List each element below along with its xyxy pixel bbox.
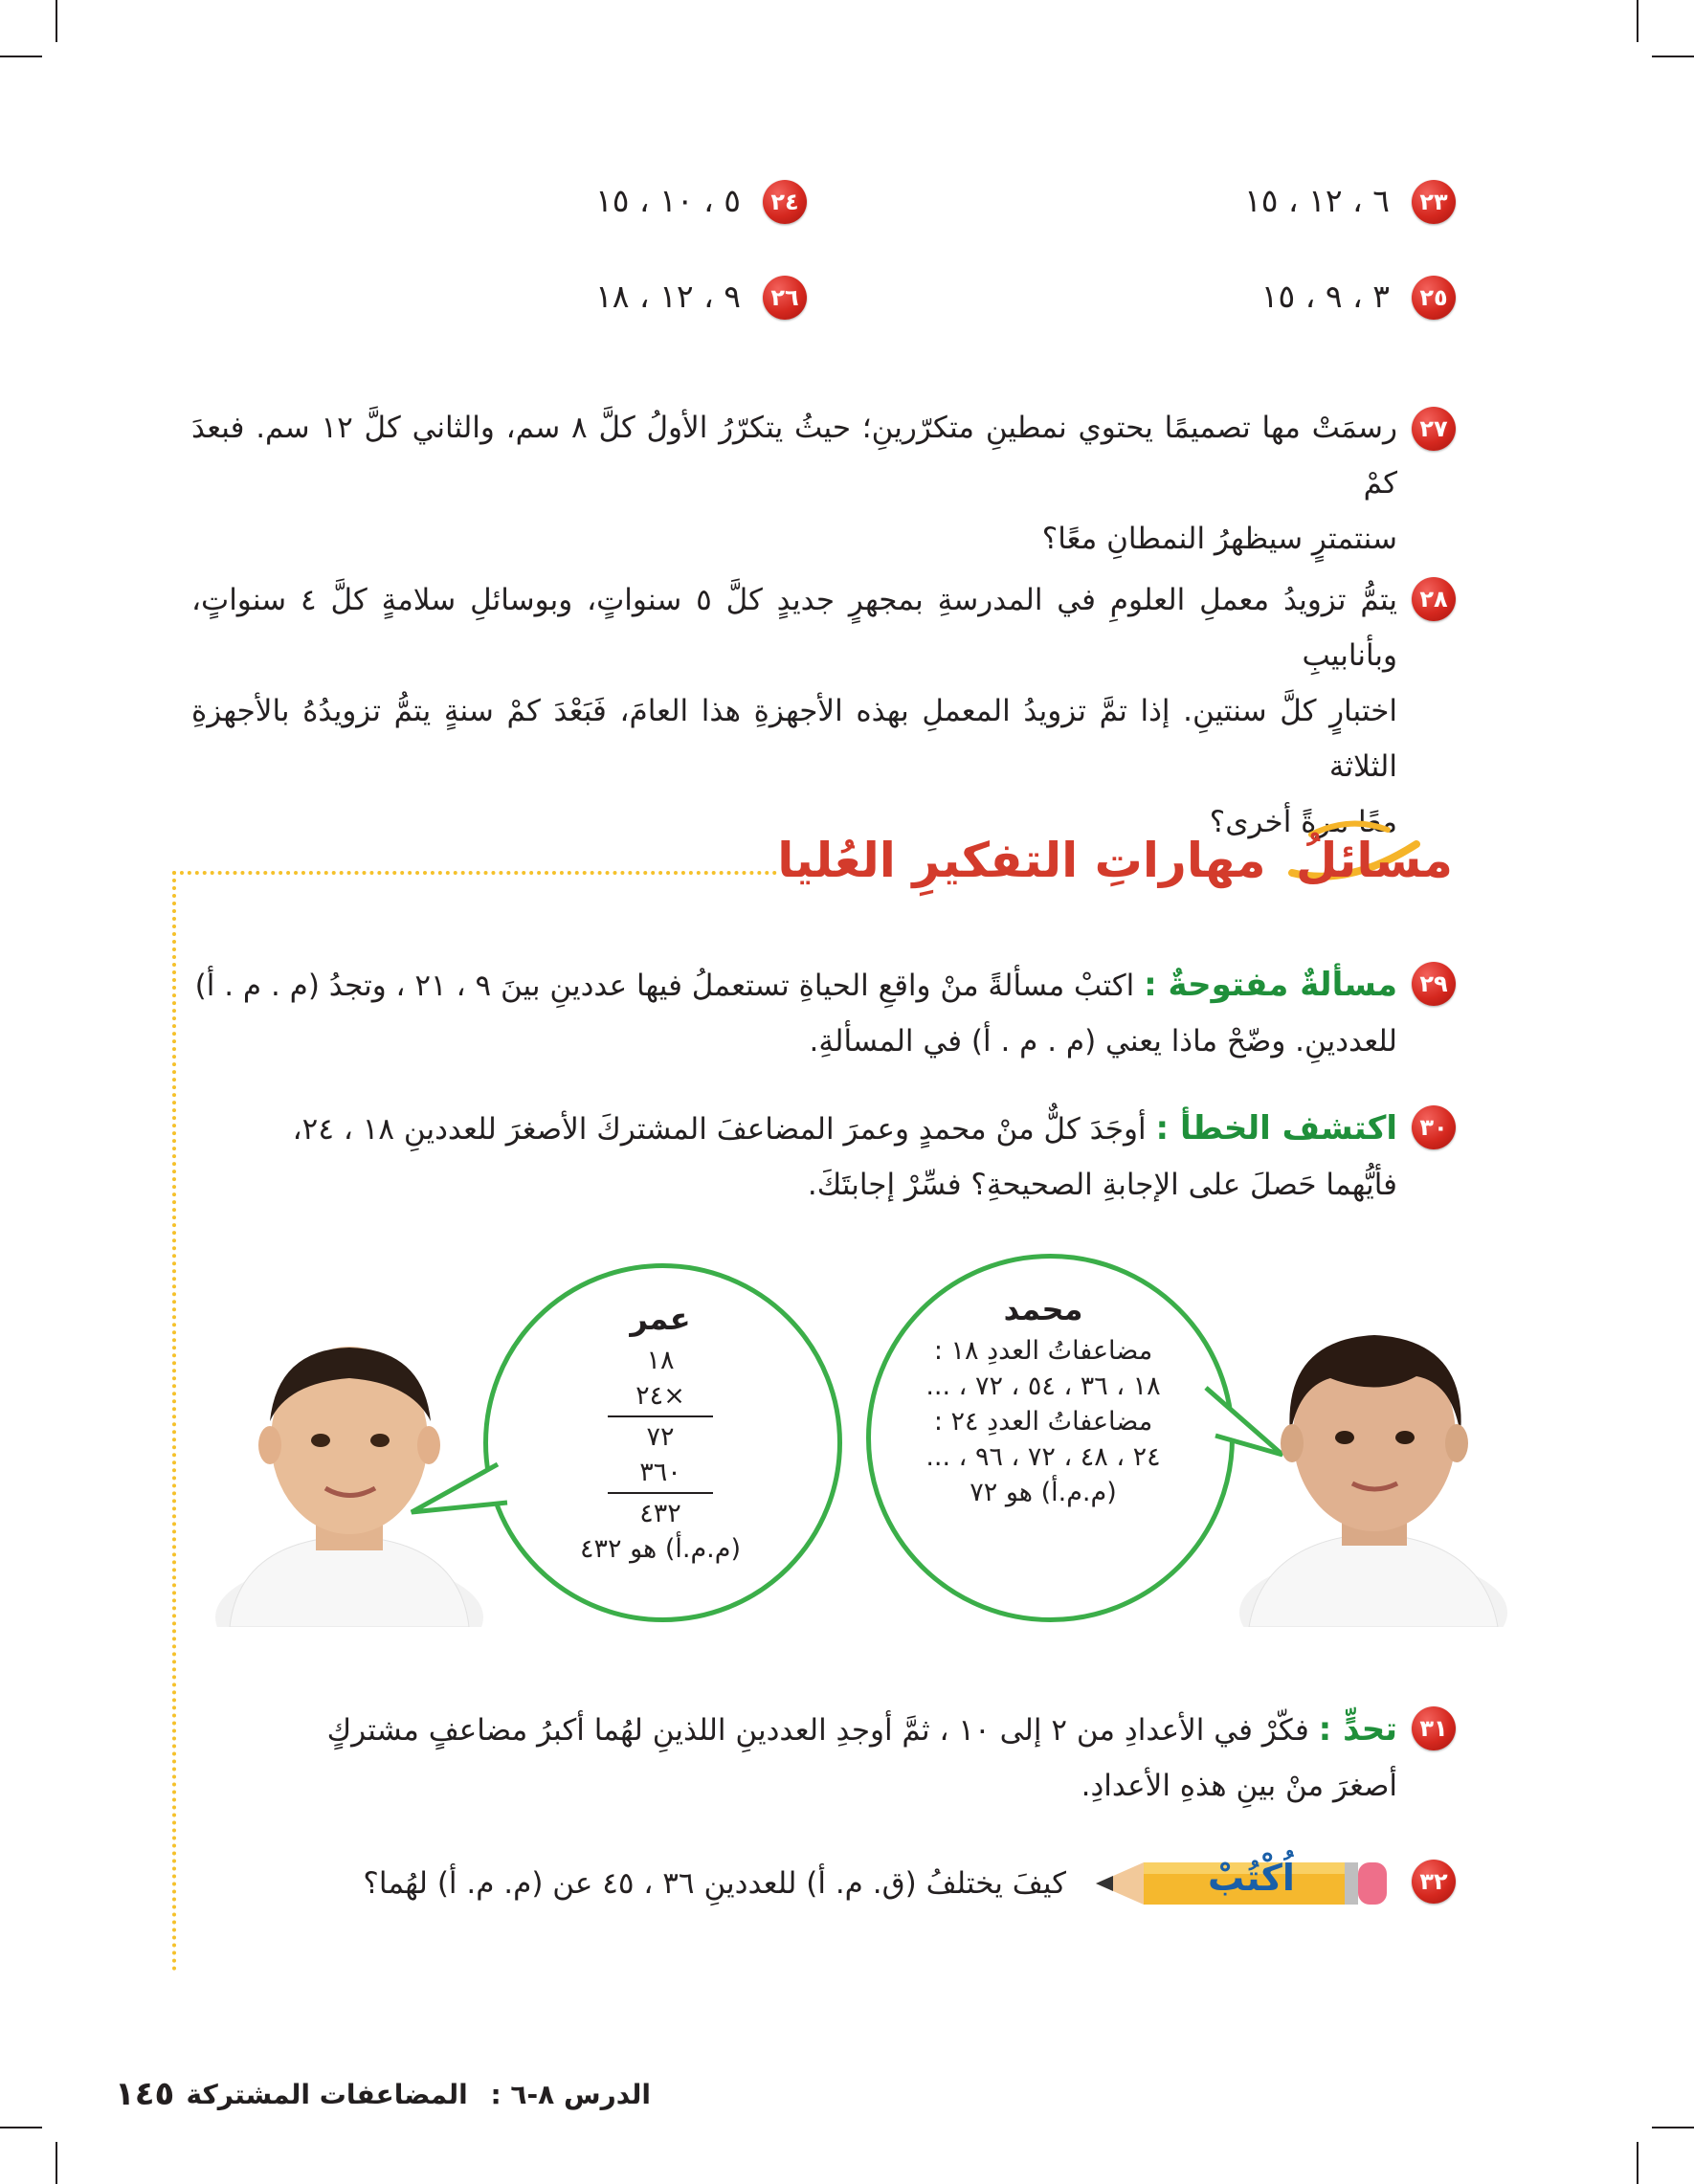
footer-lesson-number: الدرس ٨-٦ : <box>490 2079 651 2110</box>
exercise-28-line: معًا مرةً أخرى؟ <box>1209 805 1397 839</box>
exercise-30-text <box>191 1101 1397 1213</box>
exercise-26-text: ٩ ، ١٢ ، ١٨ <box>595 278 741 315</box>
exercise-31-text <box>258 1702 1397 1814</box>
exercise-number-badge: ٣١ <box>1412 1706 1456 1750</box>
exercise-30-line <box>191 1101 1397 1157</box>
crop-mark <box>0 56 42 57</box>
lesson-footer <box>187 2079 651 2110</box>
exercise-28-text <box>191 572 1397 850</box>
mohammed-line: ١٨ ، ٣٦ ، ٥٤ ، ٧٢ ، ... <box>925 1371 1161 1401</box>
crop-mark <box>1652 2127 1694 2128</box>
exercise-31-line1: فكّرْ في الأعدادِ من ٢ إلى ١٠ ، ثمَّ أوجدِ العددينِ اللذينِ لهُما أكبرُ مضاعفٍ مشتركٍ <box>326 1713 1309 1748</box>
crop-mark <box>56 2142 57 2184</box>
exercise-28-line: اختبارٍ كلَّ سنتينِ. إذا تمَّ تزويدُ المعملِ بهذه الأجهزةِ هذا العامَ، فَبَعْدَ كمْ سنةٍ يتمُّ تزويدُهُ بالأجهزةِ الثلاثة <box>191 694 1397 784</box>
exercise-30-line2: فأيُّهما حَصلَ على الإجابةِ الصحيحةِ؟ فسِّرْ إجابتَكَ. <box>807 1168 1397 1202</box>
mohammed-line: مضاعفاتُ العددِ ١٨ : <box>933 1336 1153 1366</box>
exercise-27-line: سنتمترٍ سيظهرُ النمطانِ معًا؟ <box>1041 522 1397 556</box>
omar-line: ١٨ <box>646 1346 675 1375</box>
exercise-number-badge: ٢٤ <box>763 180 807 224</box>
exercise-number-badge: ٢٨ <box>1412 577 1456 621</box>
exercise-29-line1: اكتبْ مسألةً منْ واقعِ الحياةِ تستعملُ فيها عددينِ بينَ ٩ ، ٢١ ، وتجدُ (م . م . أ) <box>194 969 1135 1003</box>
omar-line: ×٢٤ <box>635 1381 685 1411</box>
mohammed-line: (م.م.أ) هو ٧٢ <box>970 1478 1117 1507</box>
exercise-29-line <box>191 957 1397 1014</box>
omar-line: (م.م.أ) هو ٤٣٢ <box>579 1534 742 1564</box>
write-tag-label: اُكْتُبْ <box>1208 1857 1295 1899</box>
crop-mark <box>1652 56 1694 57</box>
dotted-top-border <box>172 871 777 875</box>
exercise-30-title: اكتشف الخطأ : <box>1155 1109 1397 1148</box>
exercise-25-text: ٣ ، ٩ ، ١٥ <box>1260 278 1390 315</box>
mohammed-name: محمد <box>1003 1291 1083 1327</box>
omar-divider <box>608 1492 713 1494</box>
crop-mark <box>0 2127 42 2128</box>
omar-divider <box>608 1415 713 1417</box>
mohammed-line: ٢٤ ، ٤٨ ، ٧٢ ، ٩٦ ، ... <box>925 1442 1161 1472</box>
exercise-number-badge: ٢٥ <box>1412 276 1456 320</box>
footer-lesson-title: المضاعفات المشتركة <box>186 2079 468 2110</box>
exercise-number-badge: ٣٢ <box>1412 1860 1456 1904</box>
exercise-31-line2: أصغرَ منْ بينِ هذهِ الأعدادِ. <box>1081 1769 1397 1803</box>
exercise-28-line: يتمُّ تزويدُ معملِ العلومِ في المدرسةِ بمجهرٍ جديدٍ كلَّ ٥ سنواتٍ، وبوسائلِ سلامةٍ كلَّ ٤ سنواتٍ، وبأنابيبِ <box>191 583 1397 673</box>
mohammed-photo <box>1235 1321 1512 1627</box>
section-heading-word1: مسائلُ <box>1295 833 1453 888</box>
exercise-31-title: تحدٍّ : <box>1318 1710 1397 1749</box>
omar-photo <box>211 1330 488 1627</box>
page-number: ١٤٥ <box>115 2075 175 2113</box>
section-heading <box>777 833 1453 888</box>
exercise-number-badge: ٢٩ <box>1412 962 1456 1006</box>
exercise-number-badge: ٢٦ <box>763 276 807 320</box>
exercise-32-text: كيفَ يختلفُ (ق. م. أ) للعددينِ ٣٦ ، ٤٥ عن (م. م. أ) لهُما؟ <box>363 1866 1066 1901</box>
omar-work <box>536 1302 785 1567</box>
exercise-29-line2: للعددينِ. وضّحْ ماذا يعني (م . م . أ) في المسألةِ. <box>809 1024 1397 1059</box>
omar-line: ٣٦٠ <box>639 1458 681 1487</box>
omar-line: ٧٢ <box>646 1422 675 1452</box>
exercise-29-title: مسألةٌ مفتوحةٌ : <box>1144 966 1397 1004</box>
exercise-number-badge: ٢٧ <box>1412 407 1456 451</box>
exercise-30-line1: أوجَدَ كلٌّ منْ محمدٍ وعمرَ المضاعفَ المشتركَ الأصغرَ للعددينِ ١٨ ، ٢٤، <box>292 1112 1147 1147</box>
exercise-23-text: ٦ ، ١٢ ، ١٥ <box>1244 182 1390 219</box>
exercise-number-badge: ٣٠ <box>1412 1105 1456 1149</box>
dotted-left-border <box>172 871 176 1972</box>
exercise-27-text <box>191 400 1397 567</box>
omar-name: عمر <box>630 1301 691 1337</box>
section-heading-word2: مهاراتِ التفكيرِ العُليا <box>777 833 1266 888</box>
mohammed-line: مضاعفاتُ العددِ ٢٤ : <box>933 1407 1153 1437</box>
crop-mark <box>56 0 57 42</box>
exercise-31-line <box>258 1702 1397 1758</box>
exercise-24-text: ٥ ، ١٠ ، ١٥ <box>595 182 741 219</box>
omar-line: ٤٣٢ <box>639 1499 681 1528</box>
exercise-29-text <box>191 957 1397 1069</box>
exercise-number-badge: ٢٣ <box>1412 180 1456 224</box>
mohammed-work <box>895 1292 1192 1510</box>
crop-mark <box>1637 0 1638 42</box>
crop-mark <box>1637 2142 1638 2184</box>
exercise-27-line: رسمَتْ مها تصميمًا يحتوي نمطينِ متكرّرينِ؛ حيثُ يتكرّرُ الأولُ كلَّ ٨ سم، والثاني كلَّ ١٢ سم. فبعدَ كمْ <box>191 411 1397 501</box>
